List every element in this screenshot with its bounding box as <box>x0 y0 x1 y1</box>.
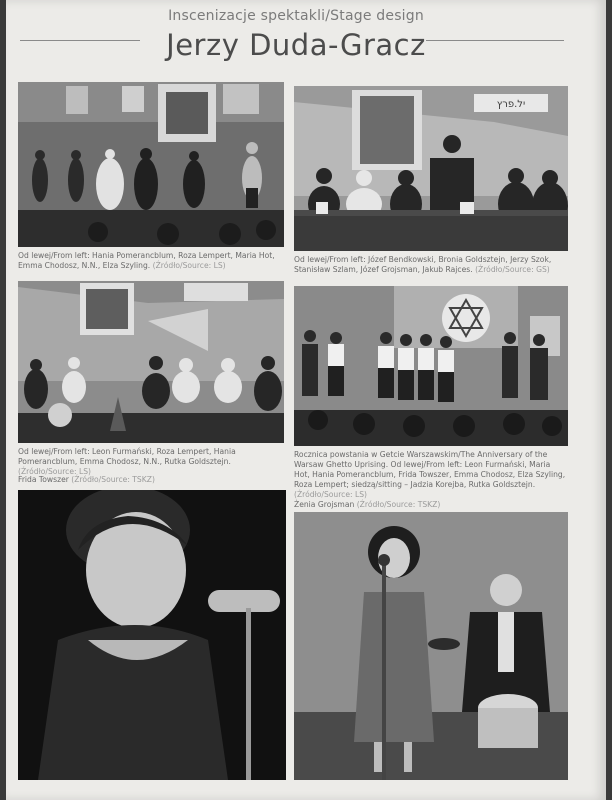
caption-source: (Źródło/Source: LS) <box>18 467 92 476</box>
page-title: Jerzy Duda-Gracz <box>166 28 426 62</box>
book-page <box>6 0 606 800</box>
photo-stage-performers <box>18 82 284 247</box>
header-rule-right <box>426 40 564 41</box>
caption-text: Rocznica powstania w Getcie Warszawskim/The Anniversary of the Warsaw Ghetto Uprising. Od lewej/From left: Leon Furmański, Maria Hot, Hania Pomerancblum, Frida Towszer, Emma Chodosz, Elza Szyling, Roza Lempert; siedzą/sitting – Jadzia Korejba, Rutka Goldsztejn. <box>294 450 566 489</box>
photo-portrait-microphone <box>18 490 286 780</box>
page-subtitle: Inscenizacje spektakli/Stage design <box>168 8 424 24</box>
photo-seated-readers <box>18 281 284 443</box>
portrait-name: Frida Towszer <box>18 475 69 484</box>
photo-panel-table <box>294 86 568 251</box>
caption-photo-4 <box>294 450 568 500</box>
caption-source: (Źródło/Source: LS) <box>294 490 368 499</box>
caption-photo-3 <box>18 447 284 477</box>
header-rule-left <box>20 40 140 41</box>
portrait-source: (Źródło/Source: TSKZ) <box>71 475 155 484</box>
caption-text: Od lewej/From left: Leon Furmański, Roza Lempert, Hania Pomerancblum, Emma Chodosz, N.N., Rutka Goldsztejn. <box>18 447 236 466</box>
caption-text: Od lewej/From left: Hania Pomerancblum, Roza Lempert, Maria Hot, Emma Chodosz, N.N., Elza Szyling. <box>18 251 275 270</box>
portrait-source: (Źródło/Source: TSKZ) <box>356 500 441 509</box>
portrait-label-1 <box>18 475 155 484</box>
caption-text: Od lewej/From left: Józef Bendkowski, Bronia Goldsztejn, Jerzy Szok, Stanisław Szlam, Józef Grojsman, Jakub Rajces. <box>294 255 552 274</box>
portrait-name: Żenia Grojsman <box>294 500 355 509</box>
caption-source: (Źródło/Source: LS) <box>152 261 226 270</box>
banner-text: יל.פרץ <box>496 99 526 110</box>
caption-photo-1 <box>18 251 284 271</box>
photo-anniversary-stage <box>294 286 568 446</box>
portrait-label-2 <box>294 500 440 509</box>
caption-photo-2 <box>294 255 568 275</box>
photo-singer-drummer <box>294 512 568 780</box>
caption-source: (Źródło/Source: GS) <box>475 265 550 274</box>
